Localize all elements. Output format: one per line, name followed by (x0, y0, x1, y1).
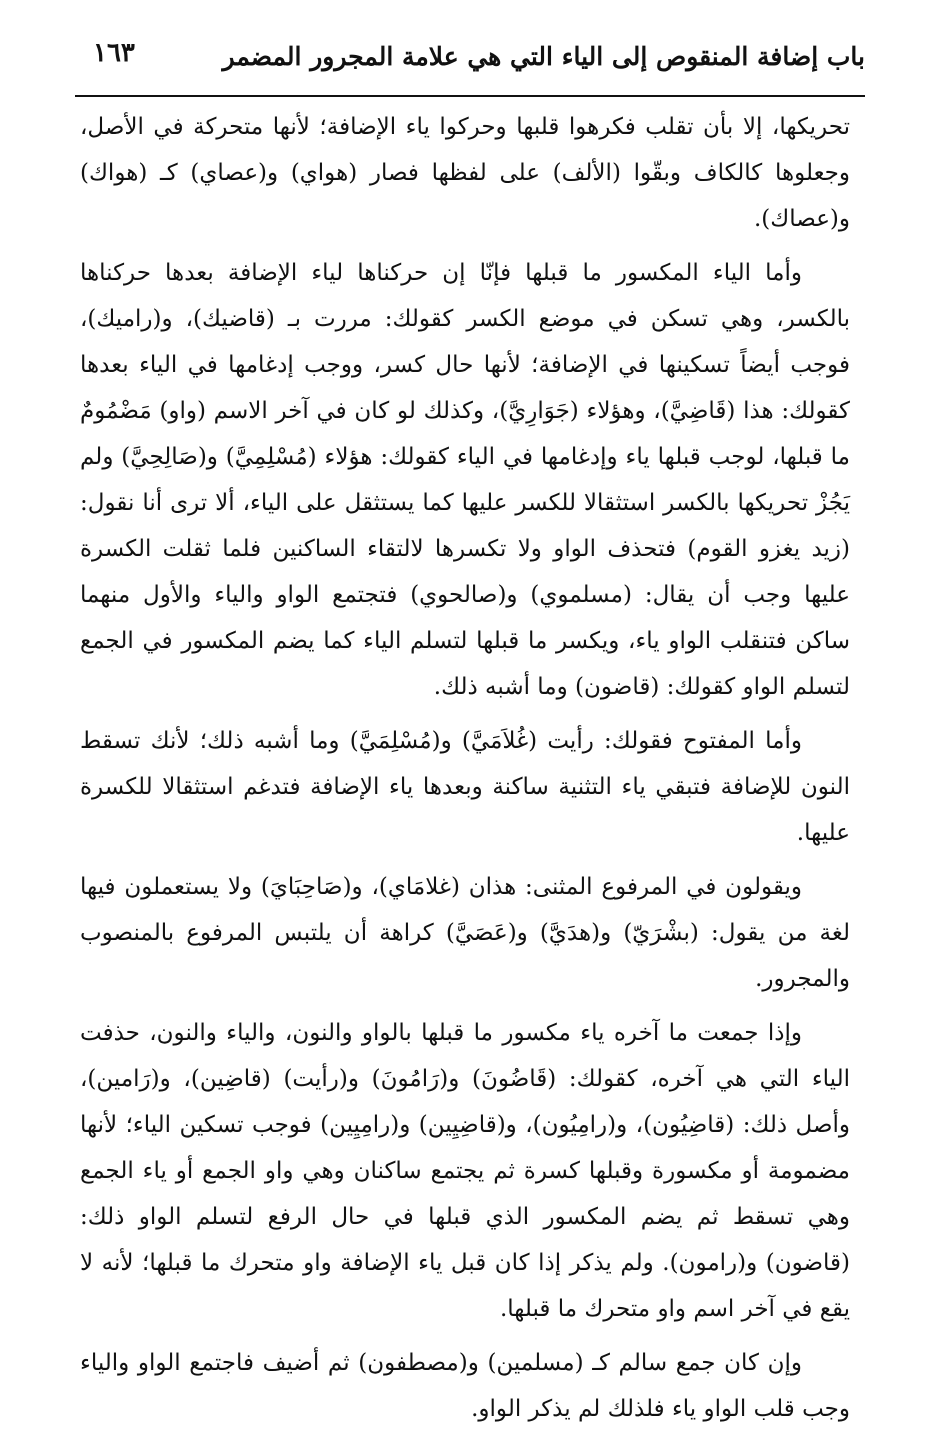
paragraph-continuation: تحريكها، إلا بأن تقلب فكرهوا قلبها وحركوا ياء الإضافة؛ لأنها متحركة في الأصل، وجعلوها كالكاف وبقّوا (الألف) على لفظها فصار (هواي) و(عصاي) كـ (هواك) و(عصاك). (80, 114, 850, 232)
header-divider (75, 95, 865, 97)
paragraph-maftuh: وأما المفتوح فقولك: رأيت (غُلاَمَيَّ) و(مُسْلِمَيَّ) وما أشبه ذلك؛ لأنك تسقط النون للإضافة فتبقي ياء التثنية ساكنة وبعدها ياء الإضافة فتدغم استثقالا للكسرة عليها. (80, 728, 850, 846)
paragraph-marfu-muthanna: ويقولون في المرفوع المثنى: هذان (غلامَاي)، و(صَاحِبَايَ) ولا يستعملون فيها لغة من يقول: (بشْرَيّ) و(هدَيَّ) و(عَصَيَّ) كراهة أن يلتبس المرفوع بالمنصوب والمجرور. (80, 874, 850, 992)
paragraph-maksur-ya: وأما الياء المكسور ما قبلها فإنّا إن حركناها لياء الإضافة بعدها حركناها بالكسر، وهي تسكن في موضع الكسر كقولك: مررت بـ (قاضيك)، و(راميك)، فوجب أيضاً تسكينها في الإضافة؛ لأنها حال كسر، ووجب إدغامها في الياء بعدها كقولك: هذا (قَاضِيَّ)، وهؤلاء (جَوَارِيَّ)، وكذلك لو كان في آخر الاسم (واو) مَضْمُومٌ ما قبلها، لوجب قبلها ياء وإدغامها في الياء كقولك: هؤلاء (مُسْلِمِيَّ) و(صَالِحِيَّ) ولم يَجُزْ تحريكها بالكسر استثقالا للكسر عليها كما يستثقل على الياء، ألا ترى أنا نقول: (زيد يغزو القوم) فتحذف الواو ولا تكسرها لالتقاء الساكنين فلما ثقلت الكسرة عليها وجب أن يقال: (مسلموي) و(صالحوي) فتجتمع الواو والياء والأول منهما ساكن فتنقلب الواو ياء، ويكسر ما قبلها لتسلم الياء كما يضم المكسور في الجمع لتسلم الواو كقولك: (قاضون) وما أشبه ذلك. (80, 260, 850, 700)
paragraph-jam-waw-nun: وإذا جمعت ما آخره ياء مكسور ما قبلها بالواو والنون، والياء والنون، حذفت الياء التي هي آخره، كقولك: (قَاضُونَ) و(رَامُونَ) و(رأيت) (قاضِين)، و(رَامين)، وأصل ذلك: (قاضِيُون)، و(رامِيُون)، و(قاضِيِين) و(رامِيِين) فوجب تسكين الياء؛ لأنها مضمومة أو مكسورة وقبلها كسرة ثم يجتمع ساكنان وهي واو الجمع أو ياء الجمع وهي تسقط ثم يضم المكسور الذي قبلها في حال الرفع لتسلم الواو ذلك: (قاضون) و(رامون). ولم يذكر إذا كان قبل ياء الإضافة واو متحرك ما قبلها؛ لأنه لا يقع في آخر اسم واو متحرك ما قبلها. (80, 1020, 850, 1322)
running-title: باب إضافة المنقوص إلى الياء التي هي علامة المجرور المضمر (222, 42, 865, 71)
body-text (80, 104, 850, 1440)
paragraph-jam-salim: وإن كان جمع سالم كـ (مسلمين) و(مصطفون) ثم أضيف فاجتمع الواو والياء وجب قلب الواو ياء فلذلك لم يذكر الواو. (80, 1350, 850, 1422)
page-number: ١٦٣ (93, 38, 135, 68)
page-header (75, 30, 865, 86)
